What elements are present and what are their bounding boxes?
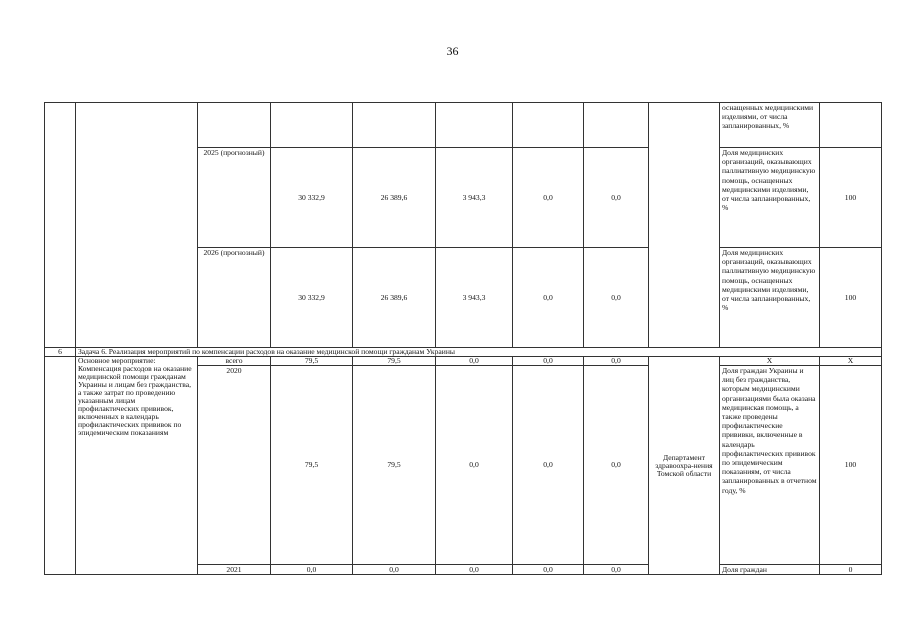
indicator-value-cell: 100 (820, 248, 882, 348)
executor-cell (649, 103, 720, 348)
task-row (45, 348, 882, 357)
other-cell (584, 103, 649, 148)
indicator-value-cell: 100 (820, 366, 882, 565)
local-cell: 0,0 (513, 565, 584, 575)
task-title: Задача 6. Реализация мероприятий по компенсации расходов на оказание медицинской помощи гражданам Украины (76, 348, 882, 357)
local-cell: 0,0 (513, 148, 584, 248)
measure-name-cell (76, 103, 198, 348)
local-cell: 0,0 (513, 357, 584, 366)
row-number-cell (45, 103, 76, 348)
federal-cell (353, 103, 436, 148)
regional-cell: 0,0 (436, 565, 513, 575)
year-cell: 2020 (198, 366, 271, 565)
indicator-value-cell: 100 (820, 148, 882, 248)
table-row (45, 357, 882, 366)
year-cell (198, 103, 271, 148)
indicator-cell: оснащенных медицинскими изделиями, от числа запланированных, % (720, 103, 820, 148)
federal-cell: 79,5 (353, 357, 436, 366)
indicator-cell: Х (720, 357, 820, 366)
indicator-cell: Доля граждан (720, 565, 820, 575)
other-cell: 0,0 (584, 357, 649, 366)
other-cell: 0,0 (584, 366, 649, 565)
regional-cell: 3 943,3 (436, 248, 513, 348)
year-cell: всего (198, 357, 271, 366)
table-row (45, 103, 882, 148)
total-cell: 30 332,9 (271, 148, 353, 248)
regional-cell: 0,0 (436, 357, 513, 366)
program-table (44, 102, 882, 575)
total-cell (271, 103, 353, 148)
year-cell: 2021 (198, 565, 271, 575)
executor-cell: Департамент здравоохра-нения Томской области (649, 357, 720, 575)
other-cell: 0,0 (584, 148, 649, 248)
local-cell (513, 103, 584, 148)
indicator-value-cell (820, 103, 882, 148)
indicator-cell: Доля граждан Украины и лиц без гражданства, которым медицинскими организациями была оказана медицинская помощь, а также проведены профилактические прививки, включенные в календарь профилактических прививок по эпидемическим показаниям, от числа запланированных в отчетном году, % (720, 366, 820, 565)
regional-cell: 0,0 (436, 366, 513, 565)
regional-cell: 3 943,3 (436, 148, 513, 248)
indicator-cell: Доля медицинских организаций, оказывающих паллиативную медицинскую помощь, оснащенных медицинскими изделиями, от числа запланированных, % (720, 148, 820, 248)
federal-cell: 79,5 (353, 366, 436, 565)
total-cell: 79,5 (271, 357, 353, 366)
indicator-value-cell: 0 (820, 565, 882, 575)
local-cell: 0,0 (513, 366, 584, 565)
measure-name-cell: Основное мероприятие: Компенсация расходов на оказание медицинской помощи гражданам Украины и лицам без гражданства, а также затрат по проведению указанным лицам профилактических прививок, включенных в календарь профилактических прививок по эпидемическим показаниям (76, 357, 198, 575)
task-number: 6 (45, 348, 76, 357)
year-cell: 2026 (прогнозный) (198, 248, 271, 348)
total-cell: 79,5 (271, 366, 353, 565)
page-number: 36 (446, 44, 459, 58)
total-cell: 0,0 (271, 565, 353, 575)
other-cell: 0,0 (584, 248, 649, 348)
year-cell: 2025 (прогнозный) (198, 148, 271, 248)
total-cell: 30 332,9 (271, 248, 353, 348)
regional-cell (436, 103, 513, 148)
federal-cell: 26 389,6 (353, 148, 436, 248)
local-cell: 0,0 (513, 248, 584, 348)
federal-cell: 0,0 (353, 565, 436, 575)
row-number-cell (45, 357, 76, 575)
other-cell: 0,0 (584, 565, 649, 575)
indicator-value-cell: Х (820, 357, 882, 366)
federal-cell: 26 389,6 (353, 248, 436, 348)
indicator-cell: Доля медицинских организаций, оказывающих паллиативную медицинскую помощь, оснащенных медицинскими изделиями, от числа запланированных, % (720, 248, 820, 348)
